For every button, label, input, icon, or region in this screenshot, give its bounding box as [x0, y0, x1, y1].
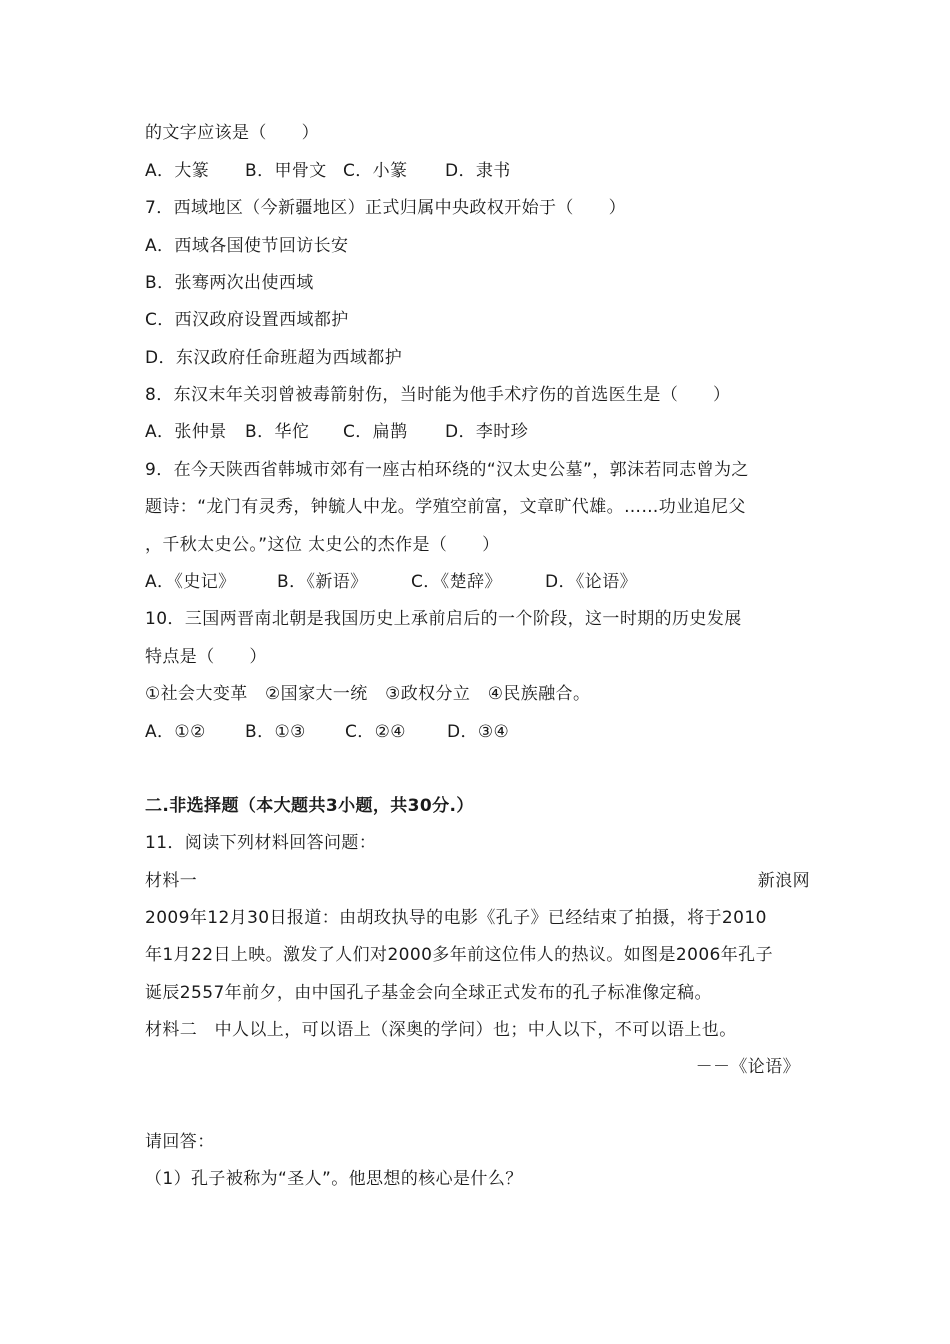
question-8-stem: 8．东汉末年关羽曾被毒箭射伤，当时能为他手术疗伤的首选医生是（ ） — [145, 385, 731, 405]
question-9-stem-line-1: 9．在今天陕西省韩城市郊有一座古柏环绕的“汉太史公墓”，郭沫若同志曾为之 — [145, 460, 749, 480]
question-9-options — [145, 570, 810, 594]
question-9-stem-line-3: ，千秋太史公。”这位 太史公的杰作是（ ） — [145, 535, 500, 555]
material-one-line-1: 2009年12月30日报道：由胡玫执导的电影《孔子》已经结束了拍摄，将于2010 — [145, 908, 767, 928]
material-one-header — [145, 869, 810, 893]
section-heading: 二.非选择题（本大题共3小题，共30分.） — [145, 796, 474, 816]
option-c: C．②④ — [345, 722, 406, 742]
question-11-stem: 11．阅读下列材料回答问题： — [145, 833, 377, 853]
option-a: A．张仲景 — [145, 422, 227, 442]
question-8-options — [145, 420, 810, 444]
option-b: B．华佗 — [245, 422, 310, 442]
material-two-source: －－《论语》 — [695, 1057, 800, 1077]
question-7-stem: 7．西域地区（今新疆地区）正式归属中央政权开始于（ ） — [145, 198, 627, 218]
material-one-source: 新浪网 — [757, 871, 810, 891]
option-a: A．①② — [145, 722, 206, 742]
option-d: D．③④ — [447, 722, 510, 742]
question-7-option-b: B．张骞两次出使西域 — [145, 273, 314, 293]
material-one-line-3: 诞辰2557年前夕，由中国孔子基金会向全球正式发布的孔子标准像定稿。 — [145, 983, 712, 1003]
question-6-stem-end: 的文字应该是（ ） — [145, 123, 319, 143]
option-c: C．扁鹊 — [343, 422, 408, 442]
option-d: D．隶书 — [445, 161, 511, 181]
option-d: D．《论语》 — [545, 572, 637, 592]
option-d: D．李时珍 — [445, 422, 529, 442]
material-two: 材料二 中人以上，可以语上（深奥的学问）也；中人以下，不可以语上也。 — [145, 1020, 737, 1040]
option-a: A．《史记》 — [145, 572, 236, 592]
option-b: B．《新语》 — [277, 572, 368, 592]
question-10-options — [145, 720, 810, 744]
question-7-option-a: A．西域各国使节回访长安 — [145, 236, 349, 256]
material-one-label: 材料一 — [145, 871, 198, 891]
question-10-stem-line-2: 特点是（ ） — [145, 647, 267, 667]
option-c: C．《楚辞》 — [411, 572, 502, 592]
question-9-stem-line-2: 题诗：“龙门有灵秀，钟毓人中龙。学殖空前富，文章旷代雄。……功业追尼父 — [145, 497, 746, 517]
material-one-line-2: 年1月22日上映。激发了人们对2000多年前这位伟人的热议。如图是2006年孔子 — [145, 945, 773, 965]
question-7-option-d: D．东汉政府任命班超为西域都护 — [145, 348, 403, 368]
question-10-statements: ①社会大变革 ②国家大一统 ③政权分立 ④民族融合。 — [145, 684, 591, 704]
option-b: B．甲骨文 — [245, 161, 327, 181]
option-a: A．大篆 — [145, 161, 210, 181]
answer-prompt: 请回答： — [145, 1132, 215, 1152]
option-b: B．①③ — [245, 722, 306, 742]
question-6-options — [145, 159, 810, 183]
question-11-part-1: （1）孔子被称为“圣人”。他思想的核心是什么？ — [145, 1169, 523, 1189]
option-c: C．小篆 — [343, 161, 408, 181]
question-10-stem-line-1: 10．三国两晋南北朝是我国历史上承前启后的一个阶段，这一时期的历史发展 — [145, 609, 742, 629]
question-7-option-c: C．西汉政府设置西域都护 — [145, 310, 349, 330]
